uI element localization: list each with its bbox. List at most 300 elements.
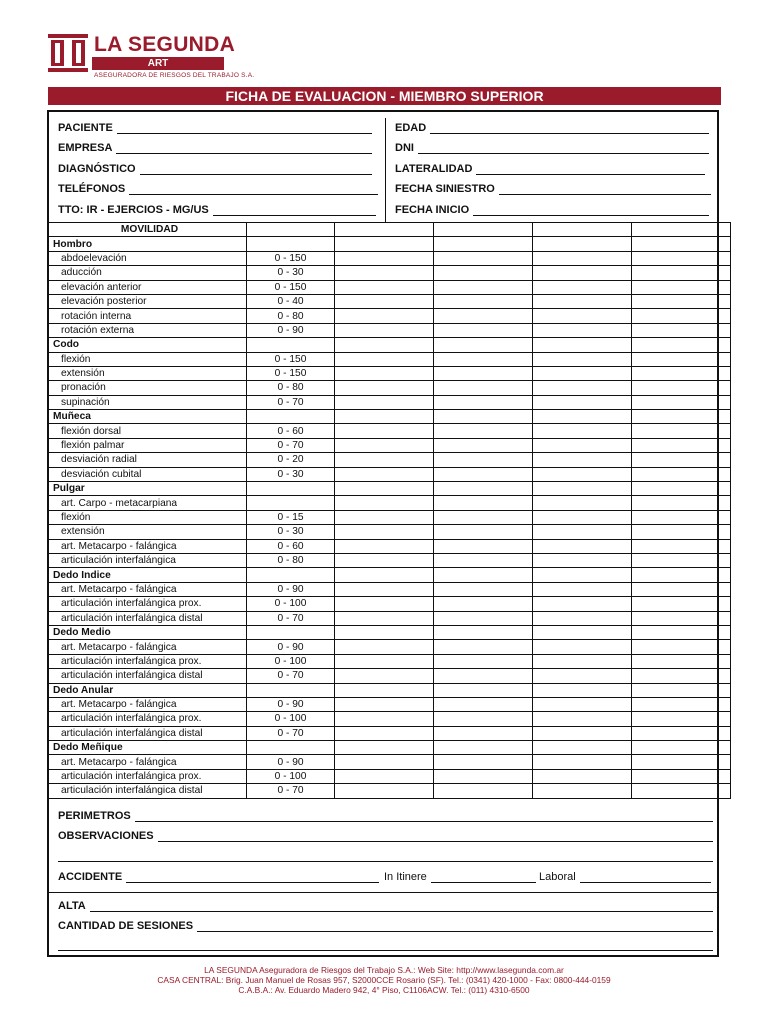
measurement-cell[interactable] xyxy=(335,539,434,553)
measurement-cell[interactable] xyxy=(335,280,434,294)
normal-range: 0 - 15 xyxy=(247,510,335,524)
movement-label: art. Metacarpo - falángica xyxy=(49,582,247,596)
table-row xyxy=(49,496,731,510)
measurement-cell[interactable] xyxy=(434,251,533,265)
field-accidente[interactable]: ACCIDENTE xyxy=(58,871,379,883)
field-observaciones[interactable]: OBSERVACIONES xyxy=(58,830,713,842)
measurement-cell[interactable] xyxy=(533,266,632,280)
movement-label: articulación interfalángica prox. xyxy=(49,654,247,668)
group-label: Dedo Medio xyxy=(49,625,247,639)
measurement-cell[interactable] xyxy=(632,338,731,352)
field-dni[interactable]: DNI xyxy=(395,142,709,154)
normal-range xyxy=(247,237,335,251)
measurement-cell[interactable] xyxy=(335,338,434,352)
normal-range: 0 - 150 xyxy=(247,251,335,265)
measurement-cell[interactable] xyxy=(335,496,434,510)
measurement-cell[interactable] xyxy=(335,266,434,280)
measurement-cell[interactable] xyxy=(434,309,533,323)
measurement-cell[interactable] xyxy=(335,424,434,438)
normal-range xyxy=(247,482,335,496)
measurement-cell[interactable] xyxy=(533,669,632,683)
measurement-cell[interactable] xyxy=(335,683,434,697)
measurement-cell[interactable] xyxy=(533,784,632,798)
table-row xyxy=(49,309,731,323)
measurement-cell[interactable] xyxy=(533,366,632,380)
measurement-cell[interactable] xyxy=(632,467,731,481)
movement-label: articulación interfalángica distal xyxy=(49,726,247,740)
measurement-cell[interactable] xyxy=(335,467,434,481)
measurement-cell[interactable] xyxy=(335,237,434,251)
measurement-cell[interactable] xyxy=(632,712,731,726)
measurement-cell[interactable] xyxy=(335,482,434,496)
measurement-cell[interactable] xyxy=(533,654,632,668)
normal-range: 0 - 90 xyxy=(247,697,335,711)
table-group-row xyxy=(49,482,731,496)
movement-label: articulación interfalángica distal xyxy=(49,784,247,798)
normal-range: 0 - 30 xyxy=(247,266,335,280)
brand-name: LA SEGUNDA xyxy=(94,33,236,56)
measurement-cell[interactable] xyxy=(533,769,632,783)
measurement-cell[interactable] xyxy=(632,553,731,567)
measurement-cell[interactable] xyxy=(335,381,434,395)
normal-range: 0 - 80 xyxy=(247,553,335,567)
table-row xyxy=(49,323,731,337)
measurement-cell[interactable] xyxy=(533,553,632,567)
measurement-cell[interactable] xyxy=(434,294,533,308)
measurement-cell[interactable] xyxy=(533,237,632,251)
measurement-cell[interactable] xyxy=(335,510,434,524)
measurement-cell[interactable] xyxy=(434,323,533,337)
table-row xyxy=(49,582,731,596)
normal-range: 0 - 90 xyxy=(247,582,335,596)
measurement-cell[interactable] xyxy=(632,294,731,308)
measurement-cell[interactable] xyxy=(533,611,632,625)
measurement-cell[interactable] xyxy=(632,769,731,783)
measurement-cell[interactable] xyxy=(632,683,731,697)
table-row xyxy=(49,352,731,366)
measurement-cell[interactable] xyxy=(533,755,632,769)
measurement-cell[interactable] xyxy=(533,438,632,452)
measurement-cell[interactable] xyxy=(533,482,632,496)
table-row xyxy=(49,640,731,654)
measurement-cell[interactable] xyxy=(533,582,632,596)
normal-range xyxy=(247,683,335,697)
field-edad[interactable]: EDAD xyxy=(395,122,709,134)
measurement-cell[interactable] xyxy=(632,697,731,711)
normal-range xyxy=(247,625,335,639)
table-row xyxy=(49,539,731,553)
group-label: Dedo Meñique xyxy=(49,741,247,755)
movement-label: articulación interfalángica prox. xyxy=(49,597,247,611)
table-row xyxy=(49,395,731,409)
measurement-cell[interactable] xyxy=(632,352,731,366)
measurement-cell[interactable] xyxy=(434,539,533,553)
measurement-cell[interactable] xyxy=(632,755,731,769)
measurement-cell[interactable] xyxy=(632,525,731,539)
measurement-cell[interactable] xyxy=(335,755,434,769)
measurement-cell[interactable] xyxy=(335,294,434,308)
movement-label: pronación xyxy=(49,381,247,395)
group-label: Pulgar xyxy=(49,482,247,496)
movilidad-table xyxy=(48,222,731,799)
normal-range: 0 - 100 xyxy=(247,597,335,611)
form-title: FICHA DE EVALUACION - MIEMBRO SUPERIOR xyxy=(48,87,721,105)
movement-label: extensión xyxy=(49,366,247,380)
movement-label: art. Metacarpo - falángica xyxy=(49,539,247,553)
measurement-cell[interactable] xyxy=(632,237,731,251)
measurement-cell[interactable] xyxy=(632,309,731,323)
measurement-cell[interactable] xyxy=(533,395,632,409)
measurement-cell[interactable] xyxy=(434,741,533,755)
measurement-cell[interactable] xyxy=(434,381,533,395)
group-label: Dedo Anular xyxy=(49,683,247,697)
footer-line-1: LA SEGUNDA Aseguradora de Riesgos del Trabajo S.A.: Web Site: http://www.lasegunda.com.ar xyxy=(204,965,564,975)
measurement-cell[interactable] xyxy=(335,741,434,755)
movilidad-header: MOVILIDAD xyxy=(49,223,247,237)
brand-tagline: ASEGURADORA DE RIESGOS DEL TRABAJO S.A. xyxy=(94,72,255,79)
movement-label: elevación anterior xyxy=(49,280,247,294)
measurement-cell[interactable] xyxy=(632,741,731,755)
normal-range: 0 - 100 xyxy=(247,769,335,783)
table-row xyxy=(49,755,731,769)
measurement-cell[interactable] xyxy=(533,496,632,510)
measurement-cell[interactable] xyxy=(632,510,731,524)
measurement-cell[interactable] xyxy=(533,280,632,294)
columns-logo-icon xyxy=(48,34,88,72)
measurement-cell[interactable] xyxy=(632,496,731,510)
measurement-cell[interactable] xyxy=(434,755,533,769)
measurement-cell[interactable] xyxy=(632,424,731,438)
measurement-cell[interactable] xyxy=(533,309,632,323)
table-group-row xyxy=(49,410,731,424)
measurement-cell[interactable] xyxy=(533,640,632,654)
measurement-cell[interactable] xyxy=(335,611,434,625)
measurement-cell[interactable] xyxy=(335,726,434,740)
measurement-cell[interactable] xyxy=(632,625,731,639)
normal-range xyxy=(247,410,335,424)
table-row xyxy=(49,453,731,467)
measurement-cell[interactable] xyxy=(434,338,533,352)
normal-range: 0 - 30 xyxy=(247,467,335,481)
movement-label: abdoelevación xyxy=(49,251,247,265)
footer-line-3: C.A.B.A.: Av. Eduardo Madero 942, 4° Piso, C1106ACW. Tel.: (011) 4310-6500 xyxy=(238,985,530,995)
normal-range: 0 - 70 xyxy=(247,726,335,740)
measurement-cell[interactable] xyxy=(335,366,434,380)
table-row xyxy=(49,294,731,308)
measurement-cell[interactable] xyxy=(335,712,434,726)
table-row xyxy=(49,712,731,726)
measurement-cell[interactable] xyxy=(533,525,632,539)
measurement-cell[interactable] xyxy=(434,669,533,683)
movement-label: rotación interna xyxy=(49,309,247,323)
table-row xyxy=(49,697,731,711)
measurement-cell[interactable] xyxy=(335,625,434,639)
table-row xyxy=(49,784,731,798)
movement-label: flexión xyxy=(49,352,247,366)
normal-range xyxy=(247,496,335,510)
movement-label: art. Metacarpo - falángica xyxy=(49,697,247,711)
measurement-cell[interactable] xyxy=(434,467,533,481)
measurement-cell[interactable] xyxy=(434,424,533,438)
field-lateralidad[interactable]: LATERALIDAD xyxy=(395,163,705,175)
measurement-cell[interactable] xyxy=(632,482,731,496)
field-laboral[interactable]: Laboral xyxy=(539,871,711,883)
measurement-cell[interactable] xyxy=(434,525,533,539)
measurement-cell[interactable] xyxy=(632,280,731,294)
movement-label: articulación interfalángica prox. xyxy=(49,769,247,783)
measurement-cell[interactable] xyxy=(434,712,533,726)
field-cantidad-sesiones[interactable]: CANTIDAD DE SESIONES xyxy=(58,920,713,932)
normal-range: 0 - 60 xyxy=(247,424,335,438)
normal-range xyxy=(247,568,335,582)
measurement-cell[interactable] xyxy=(434,611,533,625)
movement-label: desviación cubital xyxy=(49,467,247,481)
measurement-cell[interactable] xyxy=(434,784,533,798)
measurement-cell[interactable] xyxy=(434,280,533,294)
movement-label: articulación interfalángica xyxy=(49,553,247,567)
measurement-cell[interactable] xyxy=(632,582,731,596)
measurement-cell[interactable] xyxy=(434,568,533,582)
measurement-cell[interactable] xyxy=(335,597,434,611)
measurement-cell[interactable] xyxy=(632,784,731,798)
measurement-cell[interactable] xyxy=(533,539,632,553)
measurement-cell[interactable] xyxy=(632,251,731,265)
measurement-cell[interactable] xyxy=(434,640,533,654)
normal-range xyxy=(247,741,335,755)
sesiones-extra-line[interactable] xyxy=(58,950,713,951)
field-empresa[interactable]: EMPRESA xyxy=(58,142,372,154)
table-row xyxy=(49,366,731,380)
normal-range: 0 - 70 xyxy=(247,438,335,452)
measurement-cell[interactable] xyxy=(533,424,632,438)
table-row xyxy=(49,769,731,783)
measurement-cell[interactable] xyxy=(335,582,434,596)
measurement-cell[interactable] xyxy=(533,251,632,265)
table-row xyxy=(49,510,731,524)
table-row xyxy=(49,726,731,740)
measurement-cell[interactable] xyxy=(335,251,434,265)
measurement-cell[interactable] xyxy=(434,438,533,452)
measurement-cell[interactable] xyxy=(632,410,731,424)
normal-range: 0 - 90 xyxy=(247,323,335,337)
movement-label: art. Metacarpo - falángica xyxy=(49,640,247,654)
measurement-cell[interactable] xyxy=(434,237,533,251)
measurement-cell[interactable] xyxy=(434,510,533,524)
measurement-cell[interactable] xyxy=(335,323,434,337)
measurement-cell[interactable] xyxy=(335,410,434,424)
table-header-row xyxy=(49,223,731,237)
measurement-cell[interactable] xyxy=(632,568,731,582)
field-alta[interactable]: ALTA xyxy=(58,900,713,912)
table-row xyxy=(49,438,731,452)
measurement-cell[interactable] xyxy=(434,726,533,740)
movement-label: aducción xyxy=(49,266,247,280)
measurement-cell[interactable] xyxy=(533,726,632,740)
field-tratamiento[interactable]: TTO: IR - EJERCIOS - MG/US xyxy=(58,204,376,216)
measurement-cell[interactable] xyxy=(533,683,632,697)
section-divider xyxy=(48,892,718,893)
measurement-cell[interactable] xyxy=(434,366,533,380)
measurement-cell[interactable] xyxy=(434,582,533,596)
movement-label: flexión xyxy=(49,510,247,524)
group-label: Hombro xyxy=(49,237,247,251)
table-group-row xyxy=(49,683,731,697)
measurement-cell[interactable] xyxy=(533,467,632,481)
observaciones-extra-line[interactable] xyxy=(58,861,713,862)
table-group-row xyxy=(49,625,731,639)
normal-range: 0 - 150 xyxy=(247,352,335,366)
measurement-cell[interactable] xyxy=(533,741,632,755)
group-label: Codo xyxy=(49,338,247,352)
table-row xyxy=(49,669,731,683)
measurement-cell[interactable] xyxy=(632,266,731,280)
normal-range: 0 - 100 xyxy=(247,654,335,668)
movement-label: art. Carpo - metacarpiana xyxy=(49,496,247,510)
measurement-cell[interactable] xyxy=(632,395,731,409)
field-in-itinere[interactable]: In Itinere xyxy=(384,871,536,883)
measurement-cell[interactable] xyxy=(533,697,632,711)
measurement-cell[interactable] xyxy=(533,453,632,467)
normal-range: 0 - 90 xyxy=(247,640,335,654)
normal-range: 0 - 70 xyxy=(247,395,335,409)
measurement-cell[interactable] xyxy=(632,654,731,668)
measurement-cell[interactable] xyxy=(632,323,731,337)
normal-range: 0 - 30 xyxy=(247,525,335,539)
measurement-cell[interactable] xyxy=(434,496,533,510)
measurement-cell[interactable] xyxy=(434,410,533,424)
measurement-cell[interactable] xyxy=(335,769,434,783)
table-group-row xyxy=(49,237,731,251)
info-divider xyxy=(385,118,386,222)
measurement-cell[interactable] xyxy=(434,654,533,668)
measurement-cell[interactable] xyxy=(335,453,434,467)
normal-range: 0 - 150 xyxy=(247,280,335,294)
measurement-cell[interactable] xyxy=(434,769,533,783)
table-group-row xyxy=(49,741,731,755)
measurement-cell[interactable] xyxy=(434,352,533,366)
field-perimetros[interactable]: PERIMETROS xyxy=(58,810,713,822)
measurement-cell[interactable] xyxy=(434,597,533,611)
normal-range xyxy=(247,338,335,352)
measurement-cell[interactable] xyxy=(335,352,434,366)
table-row xyxy=(49,467,731,481)
normal-range: 0 - 20 xyxy=(247,453,335,467)
measurement-cell[interactable] xyxy=(533,712,632,726)
field-fecha-siniestro[interactable]: FECHA SINIESTRO xyxy=(395,183,711,195)
movement-label: supinación xyxy=(49,395,247,409)
measurement-cell[interactable] xyxy=(533,597,632,611)
measurement-cell[interactable] xyxy=(533,323,632,337)
measurement-cell[interactable] xyxy=(632,381,731,395)
measurement-cell[interactable] xyxy=(632,597,731,611)
movement-label: articulación interfalángica prox. xyxy=(49,712,247,726)
table-group-row xyxy=(49,568,731,582)
normal-range: 0 - 150 xyxy=(247,366,335,380)
measurement-cell[interactable] xyxy=(632,539,731,553)
table-row xyxy=(49,525,731,539)
table-row xyxy=(49,381,731,395)
normal-range: 0 - 70 xyxy=(247,669,335,683)
group-label: Dedo Indice xyxy=(49,568,247,582)
measurement-cell[interactable] xyxy=(533,625,632,639)
measurement-cell[interactable] xyxy=(335,553,434,567)
measurement-cell[interactable] xyxy=(335,309,434,323)
measurement-cell[interactable] xyxy=(632,453,731,467)
table-row xyxy=(49,280,731,294)
movement-label: rotación externa xyxy=(49,323,247,337)
table-row xyxy=(49,251,731,265)
measurement-cell[interactable] xyxy=(434,683,533,697)
movement-label: desviación radial xyxy=(49,453,247,467)
field-diagnostico[interactable]: DIAGNÓSTICO xyxy=(58,163,372,175)
table-row xyxy=(49,611,731,625)
normal-range: 0 - 80 xyxy=(247,309,335,323)
measurement-cell[interactable] xyxy=(434,697,533,711)
movement-label: extensión xyxy=(49,525,247,539)
measurement-cell[interactable] xyxy=(335,669,434,683)
measurement-cell[interactable] xyxy=(335,654,434,668)
measurement-cell[interactable] xyxy=(533,338,632,352)
table-row xyxy=(49,553,731,567)
movement-label: flexión dorsal xyxy=(49,424,247,438)
measurement-cell[interactable] xyxy=(434,266,533,280)
measurement-cell[interactable] xyxy=(632,726,731,740)
table-row xyxy=(49,266,731,280)
measurement-cell[interactable] xyxy=(335,568,434,582)
measurement-cell[interactable] xyxy=(632,669,731,683)
movement-label: articulación interfalángica distal xyxy=(49,669,247,683)
measurement-cell[interactable] xyxy=(533,294,632,308)
measurement-cell[interactable] xyxy=(434,553,533,567)
movement-label: art. Metacarpo - falángica xyxy=(49,755,247,769)
field-paciente[interactable]: PACIENTE xyxy=(58,122,372,134)
measurement-cell[interactable] xyxy=(335,395,434,409)
table-row xyxy=(49,597,731,611)
brand-badge: ART xyxy=(92,57,224,70)
measurement-cell[interactable] xyxy=(335,525,434,539)
measurement-cell[interactable] xyxy=(533,381,632,395)
movement-label: articulación interfalángica distal xyxy=(49,611,247,625)
field-fecha-inicio[interactable]: FECHA INICIO xyxy=(395,204,709,216)
measurement-cell[interactable] xyxy=(533,352,632,366)
measurement-cell[interactable] xyxy=(434,482,533,496)
measurement-cell[interactable] xyxy=(533,510,632,524)
normal-range: 0 - 70 xyxy=(247,611,335,625)
measurement-cell[interactable] xyxy=(632,438,731,452)
field-telefonos[interactable]: TELÉFONOS xyxy=(58,183,378,195)
measurement-cell[interactable] xyxy=(335,640,434,654)
table-group-row xyxy=(49,338,731,352)
measurement-cell[interactable] xyxy=(434,453,533,467)
normal-range: 0 - 60 xyxy=(247,539,335,553)
normal-range: 0 - 100 xyxy=(247,712,335,726)
measurement-cell[interactable] xyxy=(632,640,731,654)
measurement-cell[interactable] xyxy=(533,410,632,424)
normal-range: 0 - 70 xyxy=(247,784,335,798)
measurement-cell[interactable] xyxy=(434,625,533,639)
measurement-cell[interactable] xyxy=(434,395,533,409)
measurement-cell[interactable] xyxy=(335,784,434,798)
footer-line-2: CASA CENTRAL: Brig. Juan Manuel de Rosas 957, S2000CCE Rosario (SF). Tel.: (0341) 420-1000 - Fax: 0800-444-0159 xyxy=(157,975,611,985)
group-label: Muñeca xyxy=(49,410,247,424)
measurement-cell[interactable] xyxy=(632,611,731,625)
measurement-cell[interactable] xyxy=(335,697,434,711)
measurement-cell[interactable] xyxy=(533,568,632,582)
normal-range: 0 - 80 xyxy=(247,381,335,395)
measurement-cell[interactable] xyxy=(632,366,731,380)
table-row xyxy=(49,654,731,668)
measurement-cell[interactable] xyxy=(335,438,434,452)
